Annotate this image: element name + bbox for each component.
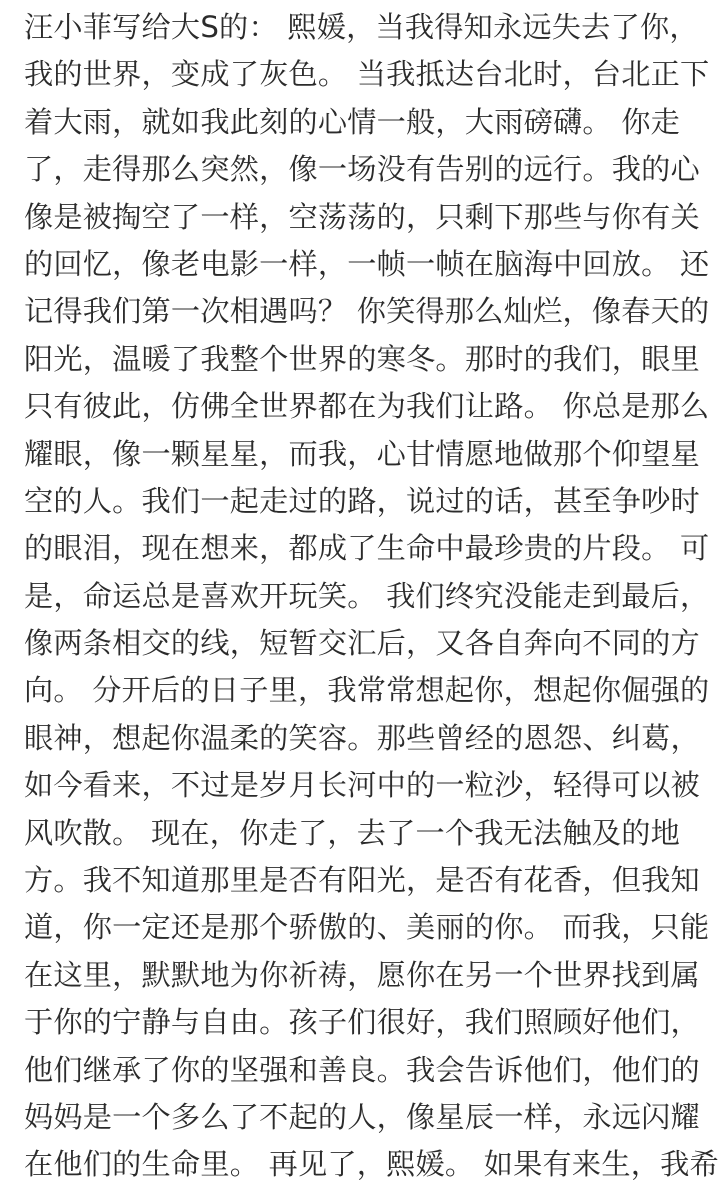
post-body (24, 4, 719, 1189)
text-line: 了，走得那么突然，像一场没有告别的远行。我的心 (24, 152, 700, 187)
text-line: 着大雨，就如我此刻的心情一般，大雨磅礴。 你走 (24, 104, 681, 139)
text-line: 道，你一定还是那个骄傲的、美丽的你。 而我，只能 (24, 910, 710, 945)
text-line: 在他们的生命里。 再见了，熙媛。 如果有来生，我希 (24, 1147, 719, 1182)
text-line: 像两条相交的线，短暂交汇后，又各自奔向不同的方 (24, 626, 700, 661)
text-line: 方。我不知道那里是否有阳光，是否有花香，但我知 (24, 863, 700, 898)
text-line: 只有彼此，仿佛全世界都在为我们让路。 你总是那么 (24, 389, 710, 424)
text-line: 于你的宁静与自由。孩子们很好，我们照顾好他们， (24, 1005, 700, 1040)
text-line: 我的世界，变成了灰色。 当我抵达台北时，台北正下 (24, 57, 710, 92)
text-line: 的眼泪，现在想来，都成了生命中最珍贵的片段。 可 (24, 531, 710, 566)
text-line: 阳光，温暖了我整个世界的寒冬。那时的我们，眼里 (24, 341, 700, 376)
text-line: 记得我们第一次相遇吗？ 你笑得那么灿烂，像春天的 (24, 294, 710, 329)
text-line: 他们继承了你的坚强和善良。我会告诉他们，他们的 (24, 1052, 700, 1087)
text-line: 汪小菲写给大S的： 熙媛，当我得知永远失去了你， (24, 10, 699, 44)
text-line: 空的人。我们一起走过的路，说过的话，甚至争吵时 (24, 483, 700, 518)
text-line: 在这里，默默地为你祈祷，愿你在另一个世界找到属 (24, 957, 700, 992)
text-line: 耀眼，像一颗星星，而我，心甘情愿地做那个仰望星 (24, 436, 700, 471)
text-line: 向。 分开后的日子里，我常常想起你，想起你倔强的 (24, 673, 710, 708)
text-line: 眼神，想起你温柔的笑容。那些曾经的恩怨、纠葛， (24, 720, 700, 755)
text-line: 的回忆，像老电影一样，一帧一帧在脑海中回放。 还 (24, 246, 710, 281)
text-line: 像是被掏空了一样，空荡荡的，只剩下那些与你有关 (24, 199, 700, 234)
text-line: 妈妈是一个多么了不起的人，像星辰一样，永远闪耀 (24, 1099, 700, 1134)
text-line: 是，命运总是喜欢开玩笑。 我们终究没能走到最后， (24, 578, 710, 613)
text-line: 如今看来，不过是岁月长河中的一粒沙，轻得可以被 (24, 768, 700, 803)
text-line: 风吹散。 现在，你走了，去了一个我无法触及的地 (24, 815, 681, 850)
